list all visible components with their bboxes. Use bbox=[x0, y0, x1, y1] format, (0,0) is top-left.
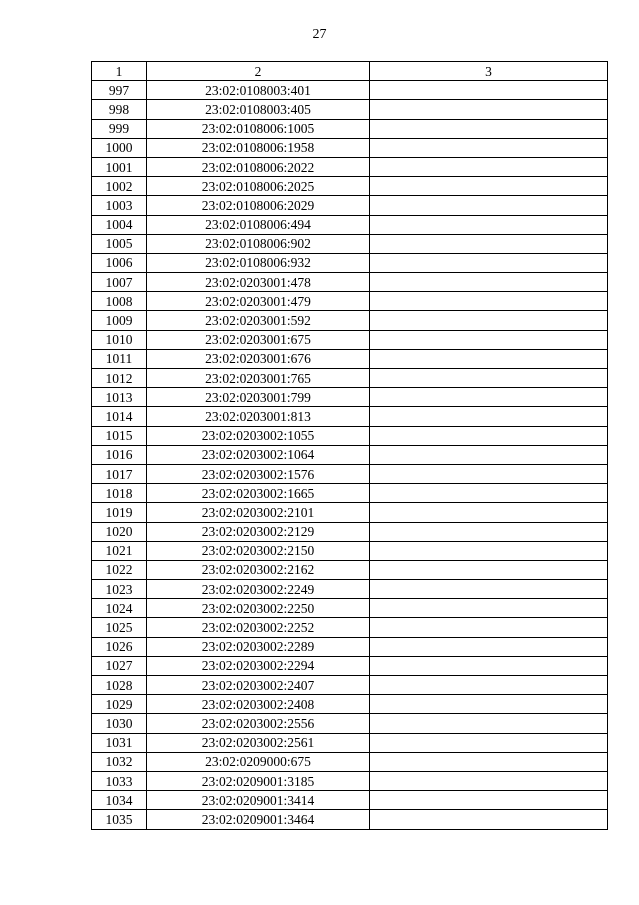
row-number-cell: 1014 bbox=[92, 407, 147, 426]
row-number-cell: 1012 bbox=[92, 369, 147, 388]
row-number-cell: 1000 bbox=[92, 138, 147, 157]
row-number-cell: 1010 bbox=[92, 330, 147, 349]
table-row bbox=[92, 407, 608, 426]
note-cell bbox=[370, 119, 608, 138]
table-row bbox=[92, 810, 608, 829]
note-cell bbox=[370, 752, 608, 771]
table-row bbox=[92, 618, 608, 637]
note-cell bbox=[370, 618, 608, 637]
table-row bbox=[92, 253, 608, 272]
note-cell bbox=[370, 369, 608, 388]
row-number-cell: 1001 bbox=[92, 157, 147, 176]
cadastral-number-cell: 23:02:0203001:765 bbox=[147, 369, 370, 388]
cadastral-number-cell: 23:02:0209001:3414 bbox=[147, 791, 370, 810]
row-number-cell: 1016 bbox=[92, 445, 147, 464]
row-number-cell: 1031 bbox=[92, 733, 147, 752]
row-number-cell: 1024 bbox=[92, 599, 147, 618]
cadastral-number-cell: 23:02:0203002:2162 bbox=[147, 560, 370, 579]
table-row bbox=[92, 234, 608, 253]
table-body bbox=[92, 81, 608, 829]
note-cell bbox=[370, 464, 608, 483]
note-cell bbox=[370, 177, 608, 196]
cadastral-number-cell: 23:02:0203002:2129 bbox=[147, 522, 370, 541]
row-number-cell: 1013 bbox=[92, 388, 147, 407]
note-cell bbox=[370, 157, 608, 176]
note-cell bbox=[370, 196, 608, 215]
cadastral-number-cell: 23:02:0203001:592 bbox=[147, 311, 370, 330]
row-number-cell: 1020 bbox=[92, 522, 147, 541]
note-cell bbox=[370, 292, 608, 311]
cadastral-number-cell: 23:02:0203002:2250 bbox=[147, 599, 370, 618]
column-header-2: 2 bbox=[147, 62, 370, 81]
note-cell bbox=[370, 676, 608, 695]
table-row bbox=[92, 100, 608, 119]
table-row bbox=[92, 733, 608, 752]
cadastral-number-cell: 23:02:0203002:2289 bbox=[147, 637, 370, 656]
cadastral-number-cell: 23:02:0203002:2252 bbox=[147, 618, 370, 637]
table-row bbox=[92, 196, 608, 215]
table-row bbox=[92, 637, 608, 656]
column-header-3: 3 bbox=[370, 62, 608, 81]
note-cell bbox=[370, 100, 608, 119]
table-row bbox=[92, 714, 608, 733]
row-number-cell: 1002 bbox=[92, 177, 147, 196]
table-row bbox=[92, 177, 608, 196]
cadastral-number-cell: 23:02:0108006:1005 bbox=[147, 119, 370, 138]
table-row bbox=[92, 580, 608, 599]
note-cell bbox=[370, 445, 608, 464]
note-cell bbox=[370, 695, 608, 714]
table-row bbox=[92, 791, 608, 810]
cadastral-number-cell: 23:02:0203002:2150 bbox=[147, 541, 370, 560]
table-row bbox=[92, 599, 608, 618]
row-number-cell: 1003 bbox=[92, 196, 147, 215]
row-number-cell: 1005 bbox=[92, 234, 147, 253]
cadastral-number-cell: 23:02:0209000:675 bbox=[147, 752, 370, 771]
row-number-cell: 1025 bbox=[92, 618, 147, 637]
note-cell bbox=[370, 349, 608, 368]
cadastral-number-cell: 23:02:0203002:2561 bbox=[147, 733, 370, 752]
cadastral-number-cell: 23:02:0108006:1958 bbox=[147, 138, 370, 157]
note-cell bbox=[370, 503, 608, 522]
table-row bbox=[92, 541, 608, 560]
table-header-row bbox=[92, 62, 608, 81]
note-cell bbox=[370, 426, 608, 445]
cadastral-number-cell: 23:02:0203002:1055 bbox=[147, 426, 370, 445]
row-number-cell: 998 bbox=[92, 100, 147, 119]
row-number-cell: 1004 bbox=[92, 215, 147, 234]
row-number-cell: 1027 bbox=[92, 656, 147, 675]
cadastral-number-cell: 23:02:0203001:813 bbox=[147, 407, 370, 426]
table-row bbox=[92, 215, 608, 234]
cadastral-number-cell: 23:02:0209001:3464 bbox=[147, 810, 370, 829]
row-number-cell: 1018 bbox=[92, 484, 147, 503]
note-cell bbox=[370, 253, 608, 272]
note-cell bbox=[370, 656, 608, 675]
table-row bbox=[92, 522, 608, 541]
cadastral-number-cell: 23:02:0108006:2029 bbox=[147, 196, 370, 215]
table-row bbox=[92, 503, 608, 522]
row-number-cell: 1007 bbox=[92, 273, 147, 292]
table-row bbox=[92, 81, 608, 100]
note-cell bbox=[370, 330, 608, 349]
cadastral-number-cell: 23:02:0108006:2022 bbox=[147, 157, 370, 176]
table-row bbox=[92, 695, 608, 714]
cadastral-number-cell: 23:02:0203001:799 bbox=[147, 388, 370, 407]
cadastral-number-cell: 23:02:0203002:2408 bbox=[147, 695, 370, 714]
note-cell bbox=[370, 637, 608, 656]
table-row bbox=[92, 752, 608, 771]
cadastral-number-cell: 23:02:0203001:478 bbox=[147, 273, 370, 292]
table-row bbox=[92, 311, 608, 330]
note-cell bbox=[370, 311, 608, 330]
cadastral-number-cell: 23:02:0203002:2249 bbox=[147, 580, 370, 599]
cadastral-number-cell: 23:02:0209001:3185 bbox=[147, 771, 370, 790]
note-cell bbox=[370, 388, 608, 407]
note-cell bbox=[370, 81, 608, 100]
cadastral-number-cell: 23:02:0108006:902 bbox=[147, 234, 370, 253]
row-number-cell: 1032 bbox=[92, 752, 147, 771]
table-row bbox=[92, 560, 608, 579]
row-number-cell: 1035 bbox=[92, 810, 147, 829]
note-cell bbox=[370, 599, 608, 618]
table-row bbox=[92, 388, 608, 407]
cadastral-number-cell: 23:02:0108003:405 bbox=[147, 100, 370, 119]
table-row bbox=[92, 656, 608, 675]
row-number-cell: 1017 bbox=[92, 464, 147, 483]
cadastral-number-cell: 23:02:0203001:676 bbox=[147, 349, 370, 368]
note-cell bbox=[370, 138, 608, 157]
table-row bbox=[92, 292, 608, 311]
cadastral-number-cell: 23:02:0108006:494 bbox=[147, 215, 370, 234]
note-cell bbox=[370, 522, 608, 541]
row-number-cell: 1015 bbox=[92, 426, 147, 445]
table-row bbox=[92, 349, 608, 368]
row-number-cell: 1008 bbox=[92, 292, 147, 311]
note-cell bbox=[370, 215, 608, 234]
table-row bbox=[92, 484, 608, 503]
table-row bbox=[92, 369, 608, 388]
cadastral-number-cell: 23:02:0203002:2294 bbox=[147, 656, 370, 675]
row-number-cell: 1026 bbox=[92, 637, 147, 656]
note-cell bbox=[370, 560, 608, 579]
page-number: 27 bbox=[312, 27, 327, 42]
cadastral-number-cell: 23:02:0203002:2101 bbox=[147, 503, 370, 522]
cadastral-table bbox=[91, 61, 608, 830]
row-number-cell: 1009 bbox=[92, 311, 147, 330]
row-number-cell: 999 bbox=[92, 119, 147, 138]
table-row bbox=[92, 273, 608, 292]
table-row bbox=[92, 330, 608, 349]
note-cell bbox=[370, 810, 608, 829]
note-cell bbox=[370, 733, 608, 752]
table-row bbox=[92, 676, 608, 695]
row-number-cell: 997 bbox=[92, 81, 147, 100]
row-number-cell: 1019 bbox=[92, 503, 147, 522]
cadastral-number-cell: 23:02:0203001:675 bbox=[147, 330, 370, 349]
cadastral-number-cell: 23:02:0108006:2025 bbox=[147, 177, 370, 196]
row-number-cell: 1021 bbox=[92, 541, 147, 560]
row-number-cell: 1006 bbox=[92, 253, 147, 272]
table-row bbox=[92, 426, 608, 445]
row-number-cell: 1030 bbox=[92, 714, 147, 733]
cadastral-number-cell: 23:02:0203002:1665 bbox=[147, 484, 370, 503]
note-cell bbox=[370, 234, 608, 253]
cadastral-number-cell: 23:02:0203002:1064 bbox=[147, 445, 370, 464]
cadastral-number-cell: 23:02:0203002:1576 bbox=[147, 464, 370, 483]
cadastral-number-cell: 23:02:0203002:2556 bbox=[147, 714, 370, 733]
row-number-cell: 1029 bbox=[92, 695, 147, 714]
column-header-1: 1 bbox=[92, 62, 147, 81]
cadastral-number-cell: 23:02:0203002:2407 bbox=[147, 676, 370, 695]
note-cell bbox=[370, 580, 608, 599]
note-cell bbox=[370, 714, 608, 733]
cadastral-number-cell: 23:02:0203001:479 bbox=[147, 292, 370, 311]
row-number-cell: 1034 bbox=[92, 791, 147, 810]
row-number-cell: 1028 bbox=[92, 676, 147, 695]
table-row bbox=[92, 464, 608, 483]
table-row bbox=[92, 138, 608, 157]
table-row bbox=[92, 119, 608, 138]
note-cell bbox=[370, 273, 608, 292]
table-row bbox=[92, 157, 608, 176]
note-cell bbox=[370, 484, 608, 503]
note-cell bbox=[370, 407, 608, 426]
cadastral-number-cell: 23:02:0108006:932 bbox=[147, 253, 370, 272]
note-cell bbox=[370, 541, 608, 560]
note-cell bbox=[370, 791, 608, 810]
row-number-cell: 1023 bbox=[92, 580, 147, 599]
row-number-cell: 1022 bbox=[92, 560, 147, 579]
table-row bbox=[92, 445, 608, 464]
table-row bbox=[92, 771, 608, 790]
row-number-cell: 1033 bbox=[92, 771, 147, 790]
cadastral-number-cell: 23:02:0108003:401 bbox=[147, 81, 370, 100]
row-number-cell: 1011 bbox=[92, 349, 147, 368]
note-cell bbox=[370, 771, 608, 790]
